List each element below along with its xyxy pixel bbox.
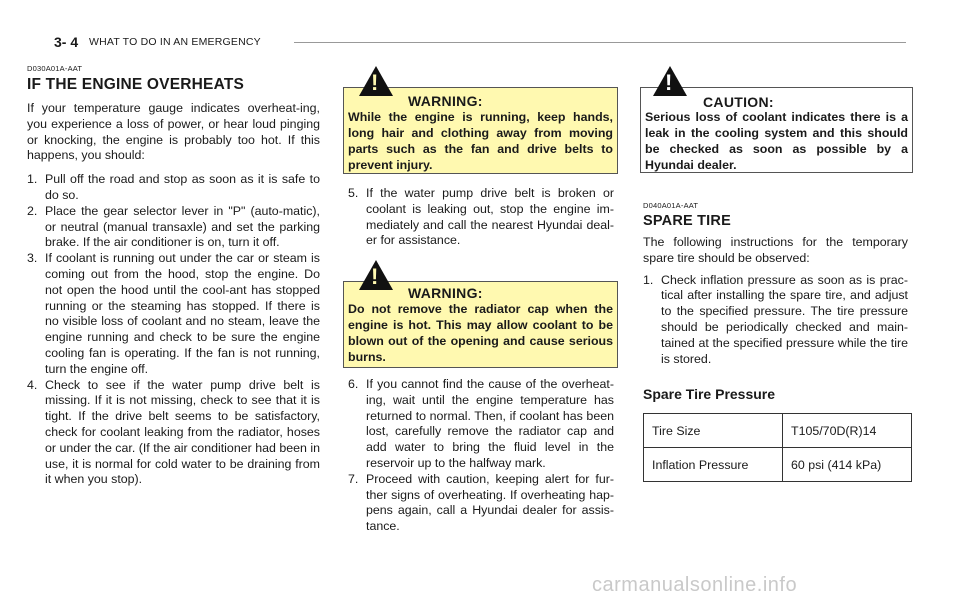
right-column <box>643 201 908 367</box>
caution-box <box>640 70 913 173</box>
left-column <box>27 64 320 488</box>
step-text: Place the gear selector lever in "P" (auto-matic), or neutral (manual transaxle) and set the parking brake. If the air conditioner is on, turn it off. <box>45 203 320 250</box>
warning-title: WARNING: <box>408 285 483 301</box>
step-text: If the water pump drive belt is broken or coolant is leaking out, stop the engine im-mediately and call the nearest Hyundai deal-er for assistance. <box>366 186 614 248</box>
step-number: 2. <box>27 203 38 218</box>
step-number: 7. <box>348 471 359 486</box>
step-number: 6. <box>348 377 359 391</box>
step-list <box>643 273 908 368</box>
list-item <box>348 472 614 535</box>
section-code: D030A01A-AAT <box>27 64 83 73</box>
section-heading: IF THE ENGINE OVERHEATS <box>27 76 245 93</box>
intro-paragraph: If your temperature gauge indicates overheat-ing, you experience a loss of power, or hear loud pinging or knocking, the engine is probably too hot. If this happens, you should: <box>27 101 320 163</box>
page-number: 3- 4 <box>54 34 79 50</box>
step-number: 1. <box>643 272 654 287</box>
step-text: Check to see if the water pump drive belt is missing. If it is not missing, check to see that it is tight. If the drive belt seems to be satisfactory, check for coolant leaking from the radiator, hoses or under the car. (If the air conditioner had been in use, it is normal for cold water to be draining from it when you stop). <box>45 377 320 487</box>
list-item <box>27 378 320 489</box>
step-number: 3. <box>27 251 38 266</box>
intro-paragraph: The following instructions for the temporary spare tire should be observed: <box>643 235 908 265</box>
list-item <box>27 172 320 204</box>
list-item <box>348 186 614 249</box>
steps-6-7 <box>348 377 614 535</box>
watermark: carmanualsonline.info <box>592 574 798 596</box>
step-list <box>348 186 614 249</box>
section-heading: SPARE TIRE <box>643 213 731 229</box>
warning-text: Do not remove the radiator cap when the engine is hot. This may allow coolant to be blown out of the opening and cause serious burns. <box>348 302 613 364</box>
warning-triangle-icon: ! <box>359 260 393 290</box>
step-list <box>348 377 614 535</box>
step-number: 4. <box>27 377 38 392</box>
warning-box-radiator-cap <box>343 264 618 368</box>
spare-tire-pressure-heading: Spare Tire Pressure <box>643 386 776 402</box>
list-item <box>348 377 614 472</box>
spare-tire-table <box>643 413 912 482</box>
table-cell-value: T105/70D(R)14 <box>783 414 912 448</box>
section-title: WHAT TO DO IN AN EMERGENCY <box>89 36 261 48</box>
step-text: Proceed with caution, keeping alert for fur-ther signs of overheating. If overheating hap-pens again, call a Hyundai dealer for assis-tance. <box>366 471 614 534</box>
table-cell-label: Inflation Pressure <box>644 448 783 482</box>
warning-title: WARNING: <box>408 93 483 109</box>
warning-text: While the engine is running, keep hands, long hair and clothing away from moving parts such as the fan and drive belts to prevent injury. <box>348 110 613 172</box>
list-item <box>27 251 320 377</box>
step-text: If you cannot find the cause of the overheat-ing, wait until the engine temperature has returned to normal. Then, if coolant has been lost, carefully remove the radiator cap and add water to bring the fluid level in the reservoir up to the halfway mark. <box>366 377 614 470</box>
step-number: 5. <box>348 186 359 200</box>
step-text: Check inflation pressure as soon as is prac-tical after installing the spare tire, and adjust to the specified pressure. The tire pressure should be periodically checked and main-tained at the specified pressure while the tire is stored. <box>661 272 908 366</box>
warning-box-moving-parts <box>343 70 618 174</box>
caution-text: Serious loss of coolant indicates there is a leak in the cooling system and this should be checked as soon as possible by a Hyundai dealer. <box>645 110 908 172</box>
table-row <box>644 414 912 448</box>
table-cell-value: 60 psi (414 kPa) <box>783 448 912 482</box>
step-number: 1. <box>27 172 38 187</box>
table-cell-label: Tire Size <box>644 414 783 448</box>
page-header <box>54 34 906 54</box>
step-list <box>27 172 320 488</box>
header-rule <box>294 42 906 43</box>
step-text: Pull off the road and stop as soon as it is safe to do so. <box>45 172 320 202</box>
step-text: If coolant is running out under the car or steam is coming out from the hood, stop the engine. Do not open the hood until the cool-ant has stopped running or the steaming has stopped. If there is no visible loss of coolant and no steam, leave the engine running and check to be sure the engine cooling fan is operating. If the fan is not running, turn the engine off. <box>45 251 320 376</box>
table-row <box>644 448 912 482</box>
list-item <box>643 273 908 368</box>
warning-triangle-icon: ! <box>653 66 687 96</box>
caution-title: CAUTION: <box>703 94 774 110</box>
section-code: D040A01A-AAT <box>643 201 699 210</box>
warning-triangle-icon: ! <box>359 66 393 96</box>
list-item <box>27 204 320 251</box>
step-5 <box>348 186 614 249</box>
